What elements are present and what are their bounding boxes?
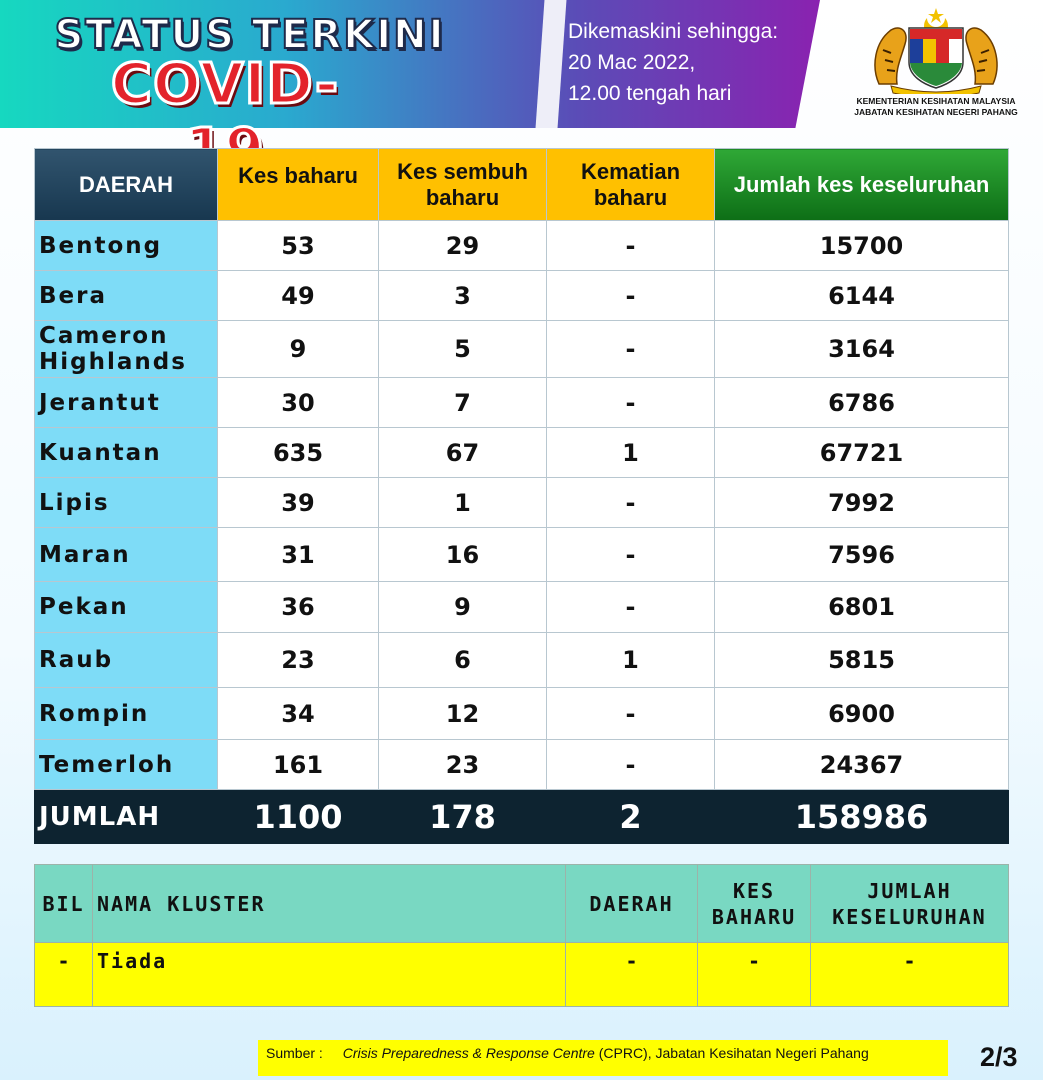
kes-sembuh-cell: 23 bbox=[379, 740, 547, 790]
table-row bbox=[35, 378, 1009, 428]
district-name bbox=[35, 740, 218, 790]
district-name bbox=[35, 378, 218, 428]
kes-baharu-cell: 635 bbox=[218, 428, 379, 478]
kes-sembuh-cell: 16 bbox=[379, 528, 547, 582]
header-kematian-line2: baharu bbox=[593, 184, 668, 210]
kes-baharu-cell: 36 bbox=[218, 582, 379, 633]
cluster-header-jumlah bbox=[811, 865, 1009, 943]
source-organisation: Crisis Preparedness & Response Centre bbox=[342, 1045, 595, 1061]
district-name bbox=[35, 271, 218, 321]
total-jumlah: 158986 bbox=[715, 790, 1009, 844]
table-row bbox=[35, 688, 1009, 740]
jumlah-cell: 6786 bbox=[715, 378, 1009, 428]
table-row bbox=[35, 221, 1009, 271]
kematian-cell: 1 bbox=[547, 633, 715, 688]
ministry-logo-block bbox=[836, 6, 1036, 126]
district-name bbox=[35, 633, 218, 688]
header-jumlah: Jumlah kes keseluruhan bbox=[715, 149, 1009, 221]
page-title: STATUS TERKINI bbox=[54, 12, 446, 58]
district-name bbox=[35, 321, 218, 378]
page-subtitle: COVID- bbox=[110, 52, 340, 117]
table-row bbox=[35, 740, 1009, 790]
district-name-line1: Kuantan bbox=[39, 439, 162, 466]
kematian-cell: - bbox=[547, 582, 715, 633]
kes-sembuh-cell: 12 bbox=[379, 688, 547, 740]
district-name-line1: Jerantut bbox=[39, 389, 161, 416]
update-date: 20 Mac 2022, bbox=[568, 51, 696, 74]
kematian-cell: - bbox=[547, 321, 715, 378]
cluster-bil: - bbox=[35, 943, 93, 1007]
total-kes-sembuh: 178 bbox=[379, 790, 547, 844]
source-department: (CPRC), Jabatan Kesihatan Negeri Pahang bbox=[594, 1045, 869, 1061]
header-kematian-line1: Kematian bbox=[580, 158, 681, 184]
kes-sembuh-cell: 5 bbox=[379, 321, 547, 378]
district-name-line1: Bentong bbox=[39, 232, 163, 259]
update-time: 12.00 tengah hari bbox=[568, 82, 732, 105]
jumlah-cell: 7992 bbox=[715, 478, 1009, 528]
jumlah-cell: 6900 bbox=[715, 688, 1009, 740]
cluster-header-row bbox=[35, 865, 1009, 943]
district-name-line1: Temerloh bbox=[39, 751, 175, 778]
kematian-cell: - bbox=[547, 271, 715, 321]
update-timestamp bbox=[568, 16, 808, 109]
cluster-header-kes-line2: BAHARU bbox=[711, 904, 797, 929]
kes-sembuh-cell: 6 bbox=[379, 633, 547, 688]
kes-baharu-cell: 30 bbox=[218, 378, 379, 428]
kematian-cell: - bbox=[547, 221, 715, 271]
jumlah-cell: 67721 bbox=[715, 428, 1009, 478]
kes-baharu-cell: 161 bbox=[218, 740, 379, 790]
district-name-line1: Rompin bbox=[39, 700, 150, 727]
kes-baharu-cell: 49 bbox=[218, 271, 379, 321]
kes-baharu-cell: 53 bbox=[218, 221, 379, 271]
district-name bbox=[35, 478, 218, 528]
district-name bbox=[35, 582, 218, 633]
header-daerah: DAERAH bbox=[35, 149, 218, 221]
header-kes-sembuh-line2: baharu bbox=[425, 184, 500, 210]
kematian-cell: - bbox=[547, 688, 715, 740]
kes-sembuh-cell: 7 bbox=[379, 378, 547, 428]
table-row bbox=[35, 271, 1009, 321]
kes-baharu-cell: 34 bbox=[218, 688, 379, 740]
header-kes-sembuh bbox=[379, 149, 547, 221]
total-kes-baharu: 1100 bbox=[218, 790, 379, 844]
page-number: 2/3 bbox=[980, 1042, 1018, 1072]
kematian-cell: 1 bbox=[547, 428, 715, 478]
district-name-line1: Pekan bbox=[39, 594, 129, 620]
jumlah-cell: 3164 bbox=[715, 321, 1009, 378]
cluster-table bbox=[34, 864, 1009, 1007]
source-note bbox=[258, 1040, 948, 1076]
table-row bbox=[35, 633, 1009, 688]
cluster-header-kes-line1: KES bbox=[732, 878, 776, 903]
cluster-header-bil: BIL bbox=[35, 865, 93, 943]
cluster-header-jumlah-line1: JUMLAH bbox=[867, 878, 952, 903]
total-row bbox=[35, 790, 1009, 844]
total-kematian: 2 bbox=[547, 790, 715, 844]
kes-sembuh-cell: 29 bbox=[379, 221, 547, 271]
table-row bbox=[35, 528, 1009, 582]
header-kes-sembuh-line1: Kes sembuh bbox=[397, 158, 528, 184]
jumlah-cell: 5815 bbox=[715, 633, 1009, 688]
kes-baharu-cell: 23 bbox=[218, 633, 379, 688]
district-name-line1: Bera bbox=[39, 282, 107, 309]
district-name-line1: Maran bbox=[39, 541, 131, 568]
cluster-header-kes bbox=[698, 865, 811, 943]
district-name bbox=[35, 528, 218, 582]
cluster-header-nama: NAMA KLUSTER bbox=[93, 865, 566, 943]
table-header-row bbox=[35, 149, 1009, 221]
total-label: JUMLAH bbox=[35, 790, 218, 844]
coat-of-arms-icon bbox=[861, 6, 1011, 94]
kematian-cell: - bbox=[547, 378, 715, 428]
table-row bbox=[35, 321, 1009, 378]
district-name-line1: Cameron bbox=[39, 323, 169, 349]
district-name bbox=[35, 688, 218, 740]
kes-sembuh-cell: 1 bbox=[379, 478, 547, 528]
table-row bbox=[35, 428, 1009, 478]
table-row bbox=[35, 582, 1009, 633]
update-label: Dikemaskini sehingga: bbox=[568, 20, 779, 43]
jumlah-cell: 15700 bbox=[715, 221, 1009, 271]
jumlah-cell: 24367 bbox=[715, 740, 1009, 790]
jumlah-cell: 7596 bbox=[715, 528, 1009, 582]
jumlah-cell: 6144 bbox=[715, 271, 1009, 321]
header-kematian bbox=[547, 149, 715, 221]
kes-sembuh-cell: 67 bbox=[379, 428, 547, 478]
table-row bbox=[35, 478, 1009, 528]
source-label: Sumber : bbox=[266, 1045, 323, 1061]
kes-sembuh-cell: 3 bbox=[379, 271, 547, 321]
district-rows bbox=[35, 221, 1009, 790]
header-kes-baharu: Kes baharu bbox=[218, 149, 379, 221]
cluster-jumlah: - bbox=[811, 943, 1009, 1007]
cluster-nama: Tiada bbox=[93, 943, 566, 1007]
district-name-line1: Lipis bbox=[39, 489, 110, 516]
kematian-cell: - bbox=[547, 740, 715, 790]
kematian-cell: - bbox=[547, 528, 715, 582]
kes-baharu-cell: 31 bbox=[218, 528, 379, 582]
district-name-line2: Highlands bbox=[39, 349, 187, 375]
department-name: JABATAN KESIHATAN NEGERI PAHANG bbox=[854, 107, 1018, 117]
jumlah-cell: 6801 bbox=[715, 582, 1009, 633]
district-name-line1: Raub bbox=[39, 647, 114, 673]
district-name bbox=[35, 428, 218, 478]
cluster-kes-baharu: - bbox=[698, 943, 811, 1007]
district-name bbox=[35, 221, 218, 271]
kes-baharu-cell: 39 bbox=[218, 478, 379, 528]
ministry-name: KEMENTERIAN KESIHATAN MALAYSIA bbox=[856, 96, 1016, 106]
kes-sembuh-cell: 9 bbox=[379, 582, 547, 633]
district-cases-table bbox=[34, 148, 1009, 844]
cluster-daerah: - bbox=[566, 943, 698, 1007]
cluster-header-jumlah-line2: KESELURUHAN bbox=[832, 904, 987, 929]
kematian-cell: - bbox=[547, 478, 715, 528]
cluster-header-daerah: DAERAH bbox=[566, 865, 698, 943]
kes-baharu-cell: 9 bbox=[218, 321, 379, 378]
cluster-row bbox=[35, 943, 1009, 1007]
